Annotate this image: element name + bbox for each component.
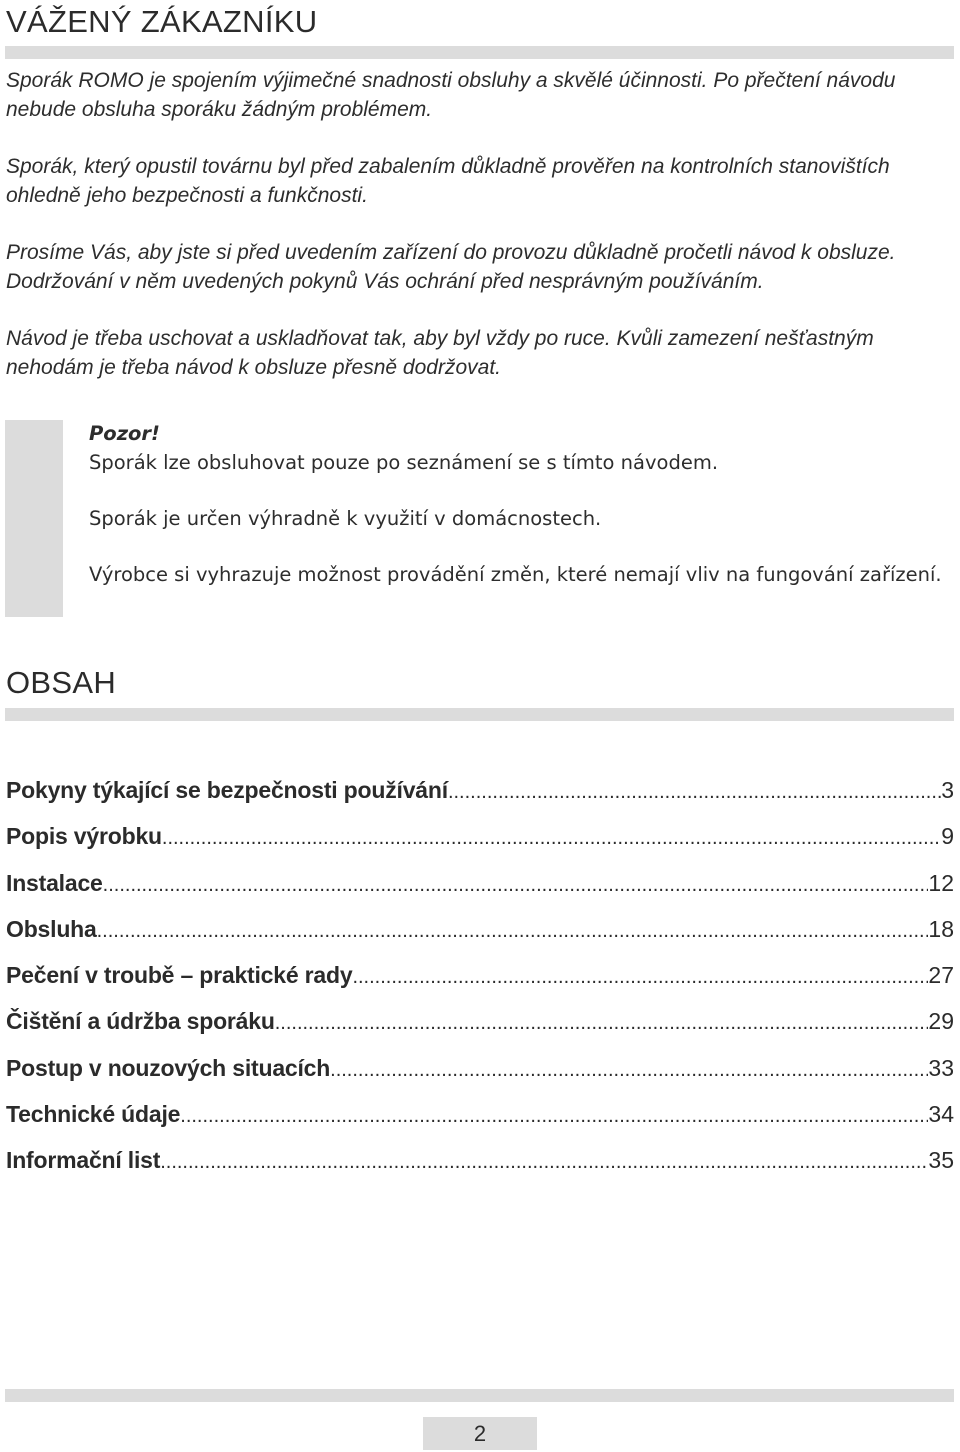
toc-entry-title: Popis výrobku bbox=[6, 823, 162, 850]
warning-note bbox=[89, 420, 949, 617]
toc-entry[interactable] bbox=[6, 962, 954, 1008]
toc-leader bbox=[330, 1059, 928, 1082]
toc-leader bbox=[160, 1151, 928, 1174]
contents-divider bbox=[5, 708, 954, 721]
warning-line: Výrobce si vyhrazuje možnost provádění změn, které nemají vliv na fungování zařízení. bbox=[89, 563, 942, 586]
toc-leader bbox=[180, 1105, 928, 1128]
page-number: 2 bbox=[423, 1417, 537, 1450]
warning-title: Pozor! bbox=[89, 422, 160, 445]
toc-leader bbox=[352, 966, 928, 989]
toc-entry-title: Technické údaje bbox=[6, 1101, 181, 1128]
toc-entry-page: 35 bbox=[928, 1147, 954, 1174]
toc-entry-title: Pokyny týkající se bezpečnosti používání bbox=[6, 777, 448, 803]
intro-paragraph: Sporák, který opustil továrnu byl před zabalením důkladně prověřen na kontrolních stanovištích ohledně jeho bezpečnosti a funkčnosti. bbox=[6, 155, 890, 207]
toc-entry-page: 29 bbox=[928, 1008, 954, 1035]
warning-line: Sporák je určen výhradně k využití v domácnostech. bbox=[89, 507, 602, 530]
toc-entry[interactable] bbox=[6, 1147, 954, 1193]
toc-entry-title: Pečení v troubě – praktické rady bbox=[6, 962, 353, 989]
contents-title: OBSAH bbox=[6, 665, 117, 700]
toc-entry-page: 12 bbox=[928, 869, 954, 896]
toc-entry[interactable] bbox=[6, 916, 954, 962]
toc-leader bbox=[162, 827, 941, 850]
toc-entry[interactable] bbox=[6, 1008, 954, 1054]
toc-entry-title: Postup v nouzových situacích bbox=[6, 1054, 331, 1081]
toc-entry[interactable] bbox=[6, 1101, 954, 1147]
toc-entry-title: Čištění a údržba sporáku bbox=[6, 1008, 275, 1035]
toc-entry-title: Obsluha bbox=[6, 915, 97, 942]
toc-entry[interactable] bbox=[6, 777, 954, 823]
toc-leader bbox=[275, 1012, 929, 1035]
toc-leader bbox=[97, 920, 929, 943]
toc-entry-title: Instalace bbox=[6, 869, 103, 896]
toc-entry-title: Informační list bbox=[6, 1147, 161, 1174]
footer-divider bbox=[5, 1389, 954, 1402]
table-of-contents bbox=[6, 777, 954, 1194]
toc-leader bbox=[103, 874, 929, 897]
intro-paragraph: Prosíme Vás, aby jste si před uvedením zařízení do provozu důkladně pročetli návod k obsluze. Dodržování v něm uvedených pokynů Vás ochrání před nesprávným používáním. bbox=[6, 241, 896, 293]
intro-paragraph: Sporák ROMO je spojením výjimečné snadnosti obsluhy a skvělé účinnosti. Po přečtení návodu nebude obsluha sporáku žádným problémem. bbox=[6, 69, 896, 121]
toc-entry-page: 33 bbox=[928, 1054, 954, 1081]
toc-entry-page: 34 bbox=[928, 1101, 954, 1128]
toc-leader bbox=[448, 781, 941, 804]
toc-entry-page: 3 bbox=[941, 777, 954, 803]
title-divider bbox=[5, 46, 954, 59]
toc-entry-page: 27 bbox=[928, 962, 954, 989]
warning-sidebar bbox=[5, 420, 63, 617]
toc-entry-page: 18 bbox=[928, 915, 954, 942]
toc-entry[interactable] bbox=[6, 870, 954, 916]
page-title: VÁŽENÝ ZÁKAZNÍKU bbox=[6, 4, 318, 39]
intro-paragraph: Návod je třeba uschovat a uskladňovat tak, aby byl vždy po ruce. Kvůli zamezení nešťastným nehodám je třeba návod k obsluze přesně dodržovat. bbox=[6, 327, 874, 379]
toc-entry-page: 9 bbox=[941, 823, 954, 850]
warning-line: Sporák lze obsluhovat pouze po seznámení se s tímto návodem. bbox=[89, 451, 719, 474]
toc-entry[interactable] bbox=[6, 823, 954, 869]
intro-text bbox=[6, 66, 956, 410]
toc-entry[interactable] bbox=[6, 1055, 954, 1101]
